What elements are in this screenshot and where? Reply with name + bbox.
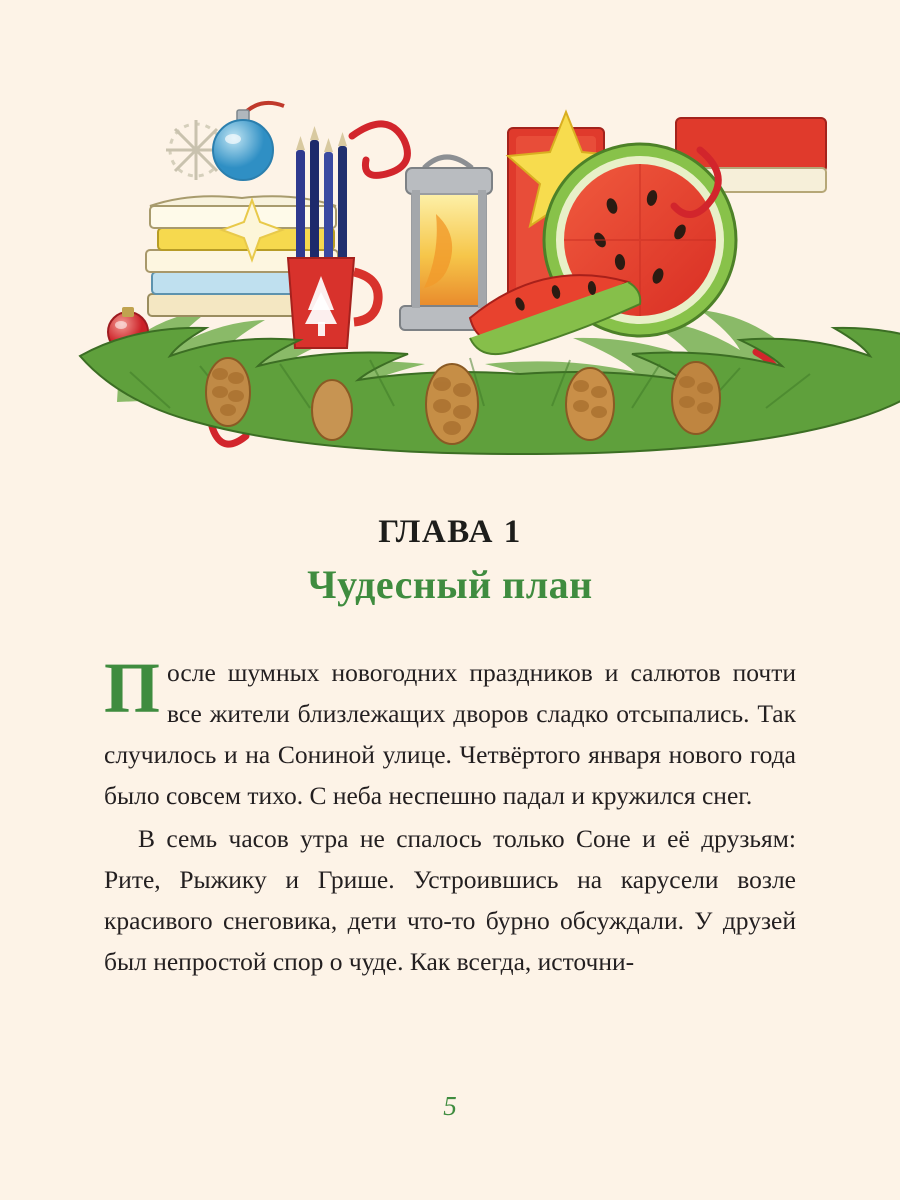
chapter-number: ГЛАВА 1 (378, 514, 522, 550)
chapter-heading (0, 514, 900, 608)
page-number: 5 (443, 1091, 457, 1121)
chapter-title: Чудесный план (307, 562, 593, 607)
ornament-ball-blue-icon (213, 103, 284, 180)
body-text (104, 648, 796, 982)
paragraph-1 (104, 648, 796, 816)
illustration-artwork (0, 0, 900, 480)
chapter-illustration (0, 0, 900, 480)
paragraph-1-text: осле шумных новогодних праздников и салютов почти все жители близлежащих дворов сладко отсыпались. Так случилось и на Сониной улице. Четвёртого января нового года было совсем тихо. С неба неспешно падал и кружился снег. (104, 658, 796, 810)
drop-cap: П (104, 648, 161, 728)
paragraph-2: В семь часов утра не спалось только Соне и её друзьям: Рите, Рыжику и Грише. Устроившись на карусели возле красивого снеговика, дети что-то бурно обсуждали. У друзей был непростой спор о чуде. Как всегда, источни- (104, 824, 796, 976)
lantern-icon (400, 157, 498, 330)
